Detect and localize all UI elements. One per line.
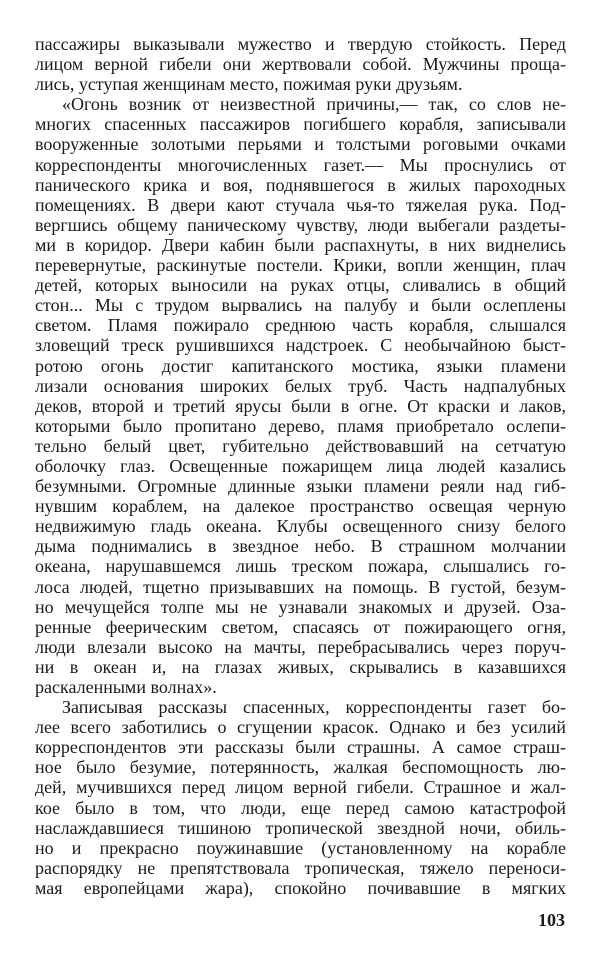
- text-line: перевернутые, раскинутые постели. Крики, вопли женщин, плач: [35, 255, 566, 276]
- paragraph: [35, 34, 566, 94]
- text-line: оболочку глаз. Освещенные пожарищем лица людей казались: [35, 455, 566, 476]
- text-line: многих спасенных пассажиров погибшего корабля, записывали: [35, 114, 566, 135]
- text-line: лись, уступая женщинам место, пожимая руки друзьям.: [35, 74, 463, 95]
- text-line: вооруженные золотыми перьями и толстыми роговыми очками: [35, 134, 566, 155]
- text-line: Записывая рассказы спасенных, корреспонденты газет бо-: [62, 697, 566, 718]
- text-line: безумными. Огромные длинные языки пламени реяли над гиб-: [35, 476, 566, 497]
- text-line: но и прекрасно поужинавшие (установленному на корабле: [35, 837, 566, 858]
- text-line: наслаждавшиеся тишиною тропической звездной ночи, обиль-: [35, 817, 566, 838]
- book-page-text: [35, 34, 566, 898]
- text-line: дей, мучившихся перед лицом верной гибели. Страшное и жал-: [35, 777, 566, 798]
- page-number: 103: [538, 910, 565, 930]
- text-line: лицом верной гибели они жертвовали собой. Мужчины проща-: [35, 54, 566, 75]
- text-line: кое было в том, что люди, еще перед самою катастрофой: [35, 797, 566, 818]
- text-line: тельно белый цвет, губительно действовавший на сетчатую: [35, 435, 566, 456]
- paragraph: [35, 94, 566, 697]
- text-line: ренные феерическим светом, спасаясь от пожирающего огня,: [35, 616, 566, 637]
- text-line: недвижимую гладь океана. Клубы освещенного снизу белого: [35, 516, 566, 537]
- text-line: светом. Пламя пожирало среднюю часть корабля, слышался: [35, 315, 566, 336]
- text-line: распорядку не препятствовала тропическая, тяжело переноси-: [35, 857, 566, 878]
- text-line: дыма поднимались в звездное небо. В страшном молчании: [35, 536, 566, 557]
- text-line: корреспондентов эти рассказы были страшны. А самое страш-: [35, 737, 566, 758]
- text-line: нувшим кораблем, на далекое пространство освещая черную: [35, 496, 566, 517]
- text-line: люди влезали высоко на мачты, перебрасывались через поруч-: [35, 636, 566, 657]
- text-line: зловещий треск рушившихся надстроек. С необычайною быст-: [35, 335, 566, 356]
- text-line: но мечущейся толпе мы не узнавали знакомых и друзей. Оза-: [35, 596, 566, 617]
- text-line: которыми было пропитано дерево, пламя приобретало ослепи-: [35, 415, 566, 436]
- text-line: корреспонденты многочисленных газет.— Мы проснулись от: [35, 154, 566, 175]
- text-line: ми в коридор. Двери кабин были распахнуты, в них виднелись: [35, 234, 566, 255]
- text-line: лизали основания широких белых труб. Часть надпалубных: [35, 375, 566, 396]
- text-line: детей, которых выносили на руках отцы, сливались в общий: [35, 275, 566, 296]
- text-line: помещениях. В двери кают стучала чья-то тяжелая рука. Под-: [35, 194, 566, 215]
- text-line: пассажиры выказывали мужество и твердую стойкость. Перед: [35, 34, 566, 54]
- text-line: лоса людей, тщетно призывавших на помощь. В густой, безум-: [35, 576, 566, 597]
- text-line: «Огонь возник от неизвестной причины,— так, со слов не-: [62, 94, 566, 115]
- text-line: панического крика и воя, поднявшегося в жилых пароходных: [35, 174, 566, 195]
- text-line: ротою огонь достиг капитанского мостика, языки пламени: [35, 355, 566, 376]
- text-line: деков, второй и третий ярусы были в огне. От краски и лаков,: [35, 395, 566, 416]
- text-line: мая европейцами жара), спокойно почивавшие в мягких: [35, 877, 566, 898]
- text-line: океана, нарушавшемся лишь треском пожара, слышались го-: [35, 556, 566, 577]
- text-line: лее всего заботились о сгущении красок. Однако и без усилий: [35, 717, 566, 738]
- text-line: раскаленными волнах».: [35, 677, 217, 697]
- text-line: ни в океан и, на глазах живых, скрывались в казавшихся: [35, 656, 566, 677]
- text-line: вергшись общему паническому чувству, люди выбегали раздеты-: [35, 214, 566, 235]
- paragraph: [35, 697, 566, 898]
- text-line: ное было безумие, потерянность, жалкая беспомощность лю-: [35, 757, 566, 778]
- text-line: стон... Мы с трудом вырвались на палубу и были ослеплены: [35, 295, 566, 316]
